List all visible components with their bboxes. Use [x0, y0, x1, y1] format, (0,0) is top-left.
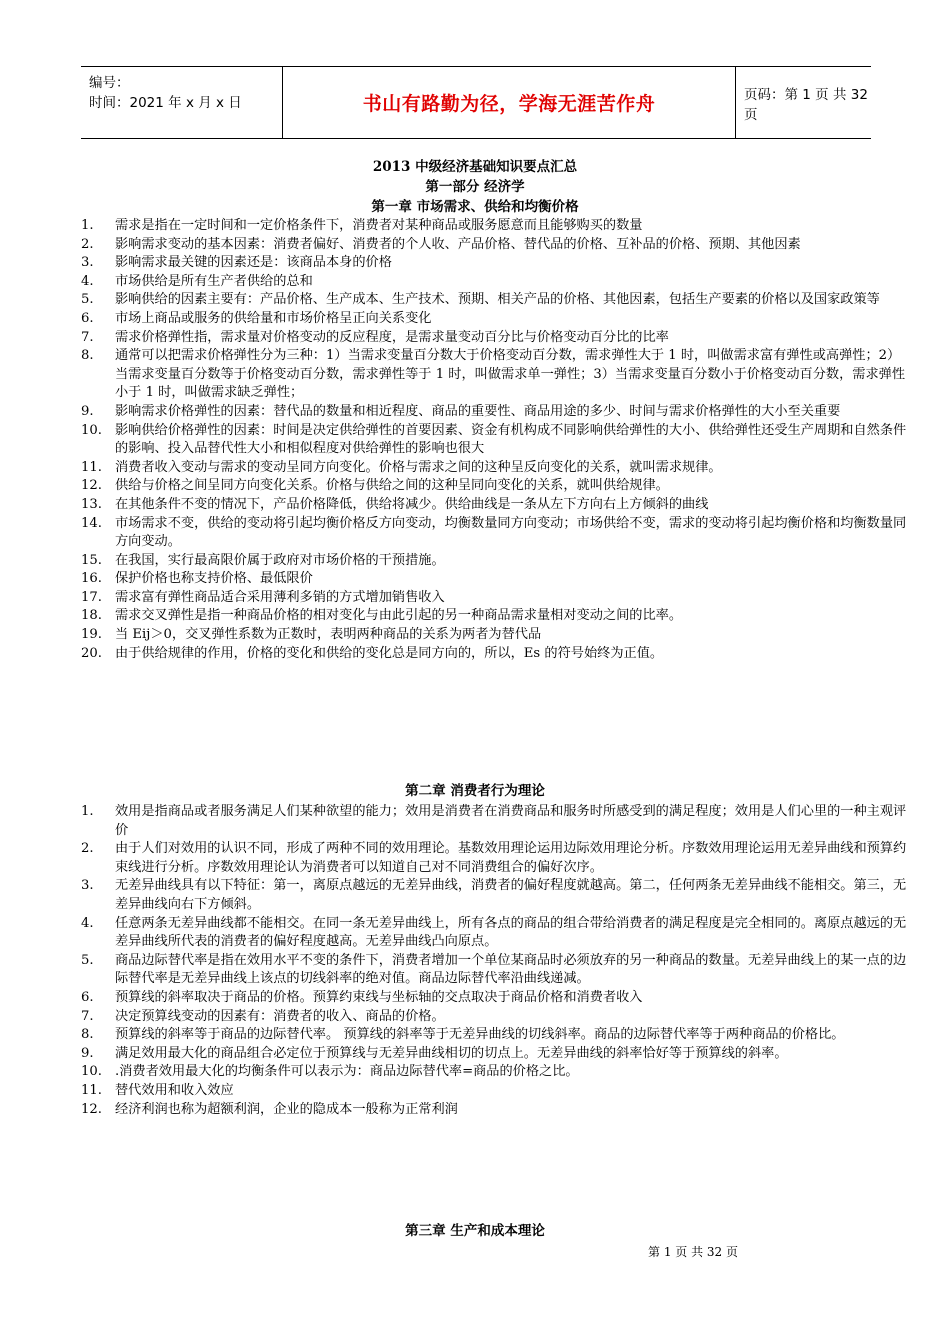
- item-text: 保护价格也称支持价格、最低限价: [115, 571, 313, 587]
- item-number: 2.: [81, 841, 94, 857]
- list-item: [81, 552, 911, 571]
- list-item: [81, 570, 911, 589]
- page-header: [81, 66, 871, 139]
- list-item: [81, 626, 911, 645]
- item-number: 5.: [81, 292, 94, 308]
- item-number: 14.: [81, 515, 102, 531]
- header-page-info: 页码：第 1 页 共 32 页: [744, 86, 868, 123]
- item-number: 1.: [81, 804, 94, 819]
- list-item: [81, 952, 911, 989]
- item-text: 无差异曲线具有以下特征：第一，离原点越远的无差异曲线，消费者的偏好程度就越高。第二，任何两条无差异曲线不能相交。第三，无差异曲线向右下方倾斜。: [115, 878, 907, 912]
- list-item: [81, 422, 911, 459]
- list-item: [81, 329, 911, 348]
- item-number: 7.: [81, 1008, 94, 1024]
- chapter1-list: [81, 217, 911, 663]
- item-number: 3.: [81, 878, 94, 894]
- item-number: 15.: [81, 552, 102, 568]
- item-number: 13.: [81, 496, 102, 512]
- item-number: 6.: [81, 989, 94, 1005]
- item-text: 满足效用最大化的商品组合必定位于预算线与无差异曲线相切的切点上。无差异曲线的斜率恰好等于预算线的斜率。: [115, 1045, 788, 1061]
- item-text: .消费者效用最大化的均衡条件可以表示为：商品边际替代率=商品的价格之比。: [115, 1064, 579, 1080]
- item-number: 9.: [81, 403, 94, 419]
- motto: 书山有路勤为径，学海无涯苦作舟: [362, 93, 656, 115]
- item-text: 商品边际替代率是指在效用水平不变的条件下，消费者增加一个单位某商品时必须放弃的另一种商品的数量。无差异曲线上的某一点的边际替代率是无差异曲线上该点的切线斜率的绝对值。商品边际替代率沿曲线递减。: [115, 952, 907, 987]
- list-item: [81, 347, 911, 403]
- chapter3-title: 第三章 生产和成本理论: [405, 1223, 545, 1239]
- list-item: [81, 645, 911, 664]
- time-label: 时间：2021 年 x 月 x 日: [89, 95, 242, 111]
- item-text: 预算线的斜率取决于商品的价格。预算约束线与坐标轴的交点取决于商品价格和消费者收入: [115, 989, 643, 1005]
- item-text: 在我国，实行最高限价属于政府对市场价格的干预措施。: [115, 552, 445, 568]
- item-number: 18.: [81, 608, 102, 624]
- list-item: [81, 459, 911, 478]
- list-item: [81, 1101, 911, 1120]
- item-text: 需求是指在一定时间和一定价格条件下，消费者对某种商品或服务愿意而且能够购买的数量: [115, 218, 643, 233]
- item-number: 9.: [81, 1045, 94, 1061]
- item-number: 7.: [81, 329, 94, 345]
- item-number: 1.: [81, 218, 94, 233]
- item-number: 6.: [81, 310, 94, 326]
- item-number: 8.: [81, 348, 94, 364]
- header-motto-cell: [282, 67, 736, 138]
- list-item: [81, 1045, 911, 1064]
- list-item: [81, 254, 911, 273]
- list-item: [81, 915, 911, 952]
- list-item: [81, 989, 911, 1008]
- list-item: [81, 1008, 911, 1027]
- list-item: [81, 589, 911, 608]
- item-text: 在其他条件不变的情况下，产品价格降低，供给将减少。供给曲线是一条从左下方向右上方倾斜的曲线: [115, 496, 709, 512]
- item-number: 12.: [81, 478, 102, 494]
- item-text: 任意两条无差异曲线都不能相交。在同一条无差异曲线上，所有各点的商品的组合带给消费者的满足程度是完全相同的。离原点越远的无差异曲线所代表的消费者的偏好程度越高。无差异曲线凸向原点。: [115, 915, 907, 950]
- list-item: [81, 1063, 911, 1082]
- list-item: [81, 477, 911, 496]
- chapter2-list: [81, 803, 911, 1119]
- item-text: 预算线的斜率等于商品的边际替代率。 预算线的斜率等于无差异曲线的切线斜率。商品的边际替代率等于两种商品的价格比。: [115, 1027, 845, 1043]
- item-text: 由于人们对效用的认识不同，形成了两种不同的效用理论。基数效用理论运用边际效用理论分析。序数效用理论运用无差异曲线和预算约束线进行分析。序数效用理论认为消费者可以知道自己对不同消费组合的偏好次序。: [115, 841, 907, 875]
- list-item: [81, 1026, 911, 1045]
- list-item: [81, 1082, 911, 1101]
- item-number: 12.: [81, 1101, 102, 1117]
- item-number: 11.: [81, 1082, 102, 1098]
- item-text: 影响供给价格弹性的因素：时间是决定供给弹性的首要因素、资金有机构成不同影响供给弹性的大小、供给弹性还受生产周期和自然条件的影响、投入品替代性大小和相似程度对供给弹性的影响也很大: [115, 422, 907, 457]
- item-text: 影响需求最关键的因素还是：该商品本身的价格: [115, 255, 392, 271]
- item-text: 效用是指商品或者服务满足人们某种欲望的能力；效用是消费者在消费商品和服务时所感受到的满足程度；效用是人们心里的一种主观评价: [115, 804, 907, 838]
- chapter1-title: 第一章 市场需求、供给和均衡价格: [371, 199, 579, 215]
- item-number: 3.: [81, 255, 94, 271]
- item-number: 2.: [81, 236, 94, 252]
- item-text: 替代效用和收入效应: [115, 1082, 234, 1098]
- list-item: [81, 403, 911, 422]
- list-item: [81, 803, 911, 840]
- item-number: 8.: [81, 1027, 94, 1043]
- list-item: [81, 310, 911, 329]
- list-item: [81, 840, 911, 877]
- item-number: 20.: [81, 645, 102, 661]
- chapter2-title: 第二章 消费者行为理论: [405, 783, 545, 799]
- item-text: 需求富有弹性商品适合采用薄利多销的方式增加销售收入: [115, 589, 445, 605]
- item-text: 供给与价格之间呈同方向变化关系。价格与供给之间的这种呈同向变化的关系，就叫供给规律。: [115, 478, 669, 494]
- page-footer: 第 1 页 共 32 页: [648, 1245, 738, 1259]
- item-number: 10.: [81, 422, 102, 438]
- item-number: 11.: [81, 459, 102, 475]
- item-text: 决定预算线变动的因素有：消费者的收入、商品的价格。: [115, 1008, 445, 1024]
- list-item: [81, 236, 911, 255]
- document-title: 2013 中级经济基础知识要点汇总: [372, 159, 578, 175]
- item-number: 17.: [81, 589, 102, 605]
- part-title: 第一部分 经济学: [425, 179, 525, 195]
- item-text: 需求价格弹性指，需求量对价格变动的反应程度，是需求量变动百分比与价格变动百分比的比率: [115, 329, 669, 345]
- item-text: 需求交叉弹性是指一种商品价格的相对变化与由此引起的另一种商品需求量相对变动之间的比率。: [115, 608, 683, 624]
- item-text: 影响需求价格弹性的因素：替代品的数量和相近程度、商品的重要性、商品用途的多少、时间与需求价格弹性的大小至关重要: [115, 403, 841, 419]
- list-item: [81, 217, 911, 236]
- list-item: [81, 291, 911, 310]
- list-item: [81, 607, 911, 626]
- item-number: 10.: [81, 1064, 102, 1080]
- item-number: 5.: [81, 952, 94, 968]
- item-text: 影响供给的因素主要有：产品价格、生产成本、生产技术、预期、相关产品的价格、其他因素，包括生产要素的价格以及国家政策等: [115, 292, 880, 308]
- item-number: 16.: [81, 571, 102, 587]
- item-text: 市场供给是所有生产者供给的总和: [115, 273, 313, 289]
- item-number: 4.: [81, 915, 94, 931]
- item-number: 4.: [81, 273, 94, 289]
- item-text: 市场上商品或服务的供给量和市场价格呈正向关系变化: [115, 310, 432, 326]
- item-text: 当 Eij＞0，交叉弹性系数为正数时，表明两种商品的关系为两者为替代品: [115, 627, 542, 643]
- item-text: 消费者收入变动与需求的变动呈同方向变化。价格与需求之间的这种呈反向变化的关系，就叫需求规律。: [115, 459, 722, 475]
- item-number: 19.: [81, 627, 102, 643]
- item-text: 经济利润也称为超额利润，企业的隐成本一般称为正常利润: [115, 1101, 458, 1117]
- list-item: [81, 273, 911, 292]
- number-label: 编号：: [89, 75, 130, 91]
- list-item: [81, 496, 911, 515]
- item-text: 通常可以把需求价格弹性分为三种：1）当需求变量百分数大于价格变动百分数，需求弹性大于 1 时，叫做需求富有弹性或高弹性；2）当需求变量百分数等于价格变动百分数，需求弹性等于 1 时，叫做需求单一弹性；3）当需求变量百分数小于价格变动百分数，需求弹性小于 1 时，叫做需求缺乏弹性；: [115, 348, 906, 401]
- item-text: 由于供给规律的作用，价格的变化和供给的变化总是同方向的，所以，Es 的符号始终为正值。: [115, 645, 664, 661]
- list-item: [81, 877, 911, 914]
- list-item: [81, 515, 911, 552]
- header-meta: [81, 67, 282, 138]
- item-text: 影响需求变动的基本因素：消费者偏好、消费者的个人收、产品价格、替代品的价格、互补品的价格、预期、其他因素: [115, 236, 801, 252]
- item-text: 市场需求不变，供给的变动将引起均衡价格反方向变动，均衡数量同方向变动；市场供给不变，需求的变动将引起均衡价格和均衡数量同方向变动。: [115, 515, 907, 550]
